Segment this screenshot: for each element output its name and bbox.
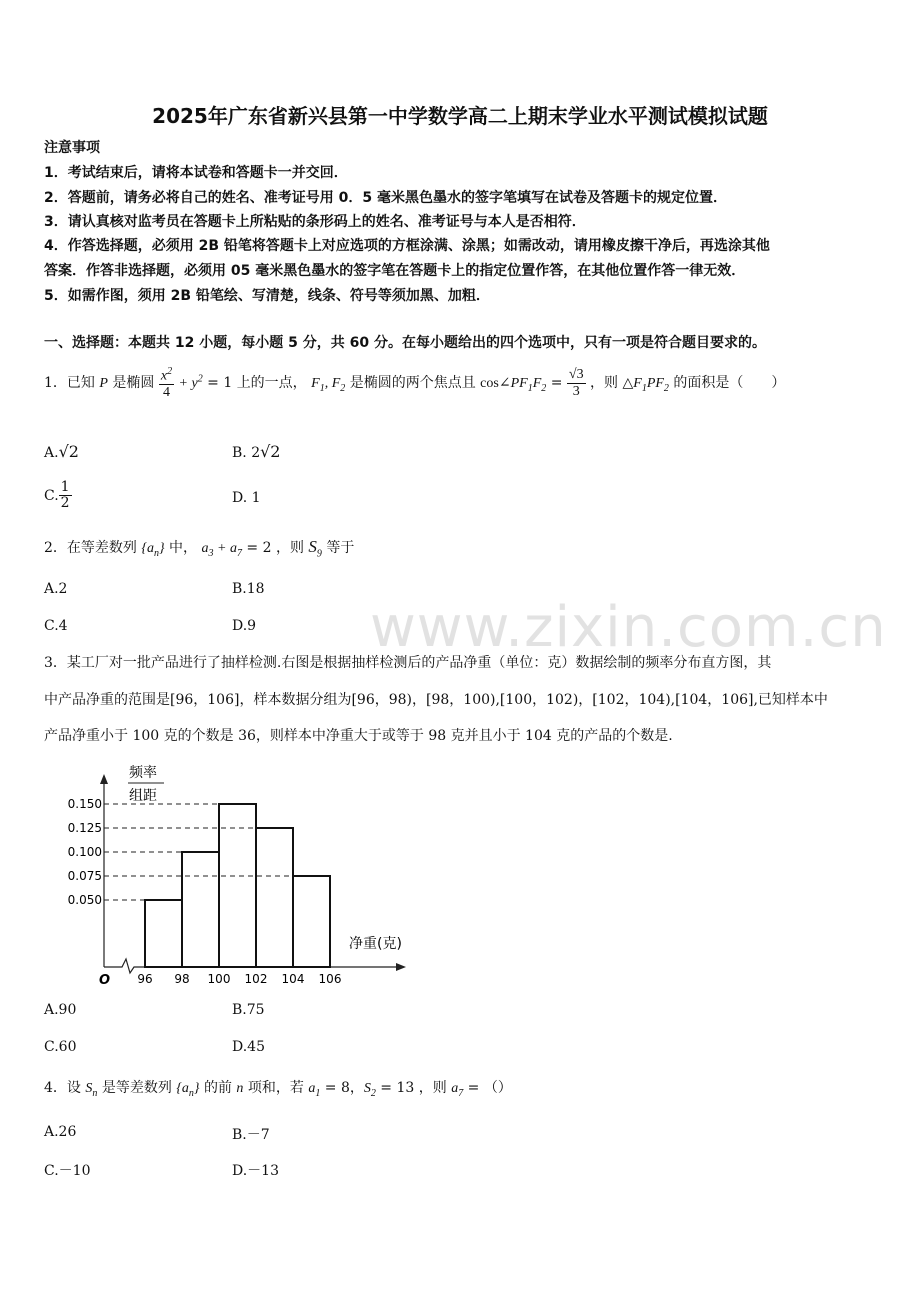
q4-text: ，则 (418, 1080, 447, 1096)
y-tick-label: 0.125 (67, 821, 102, 835)
q3-option-b: B.75 (232, 1002, 265, 1018)
q4-text: 4．设 (44, 1080, 81, 1096)
x-tick-label: 102 (244, 972, 268, 986)
histogram-chart (44, 756, 424, 986)
histogram-bar (293, 876, 330, 967)
q4-text: 项和，若 (247, 1080, 304, 1096)
q3-option-a: A.90 (44, 1002, 77, 1018)
y-tick-label: 0.075 (67, 869, 102, 883)
notice-item: 2．答题前，请务必将自己的姓名、准考证号用 0．5 毫米黑色墨水的签字笔填写在试卷及答题卡的规定位置． (44, 190, 727, 206)
section-heading: 一、选择题：本题共 12 小题，每小题 5 分，共 60 分。在每小题给出的四个选项中，只有一项是符合题目要求的。 (44, 335, 766, 351)
q2-text: 中， (169, 540, 198, 556)
x-tick-label: 98 (174, 972, 190, 986)
q1-option-c: C. $\frac{1}{2}$ (44, 479, 70, 512)
notice-heading: 注意事项 (44, 140, 100, 156)
y-tick-label: 0.100 (67, 845, 102, 859)
notice-item: 4．作答选择题，必须用 2B 铅笔将答题卡上对应选项的方框涂满、涂黑；如需改动，请用橡皮擦干净后，再选涂其他 (44, 238, 770, 254)
q1-text: 1．已知 (44, 375, 95, 392)
q4-option-a: A.26 (44, 1124, 77, 1140)
q3-option-d: D.45 (232, 1039, 265, 1055)
x-tick-label: 100 (207, 972, 231, 986)
q2-option-c: C.4 (44, 618, 68, 634)
q4-text: 是等差数列 (101, 1080, 172, 1096)
question-3-line: 3．某工厂对一批产品进行了抽样检测.右图是根据抽样检测后的产品净重（单位：克）数据绘制的频率分布直方图，其 (44, 655, 772, 671)
q1-text: 上的一点， (236, 375, 307, 392)
question-3-line: 中产品净重的范围是[96，106]，样本数据分组为[96，98)，[98，100),[100，102)，[102，104),[104，106],已知样本中 (44, 692, 828, 708)
q4-text: （） (483, 1080, 512, 1096)
q2-option-d: D.9 (232, 618, 257, 634)
origin-label: O (99, 973, 111, 986)
y-axis-label: 组距 (129, 788, 157, 804)
question-3-line: 产品净重小于 100 克的个数是 36，则样本中净重大于或等于 98 克并且小于 104 克的产品的个数是. (44, 728, 673, 744)
y-axis-arrow (100, 774, 108, 784)
q1-option-b: B. 2√2 (232, 442, 281, 461)
y-tick-label: 0.150 (67, 797, 102, 811)
q1-option-a: A.√2 (44, 442, 79, 461)
q4-text: 的前 (203, 1080, 232, 1096)
x-tick-label: 106 (318, 972, 342, 986)
q1-text: ，则 (590, 375, 619, 392)
histogram-bar (182, 852, 219, 967)
question-4: 4．设 $S_n$ 是等差数列 $\{a_n\}$ 的前 n 项和，若 $a_1 = 8$，$S_2 = 13$ ，则 $a_7$ = （） (44, 1080, 512, 1099)
q2-text: 等于 (326, 540, 355, 556)
q2-option-a: A.2 (44, 581, 68, 597)
q1-option-d: D. 1 (232, 490, 261, 506)
page-title: 2025年广东省新兴县第一中学数学高二上期末学业水平测试模拟试题 (152, 104, 768, 128)
notice-item: 1．考试结束后，请将本试卷和答题卡一并交回． (44, 165, 348, 181)
notice-item: 答案．作答非选择题，必须用 05 毫米黑色墨水的签字笔在答题卡上的指定位置作答，在其他位置作答一律无效． (44, 263, 746, 279)
histogram-bar (256, 828, 293, 967)
question-2: 2．在等差数列 $\{a_n\}$ 中， $a_3 + a_7 = 2$ ，则 $S_9$ 等于 (44, 537, 355, 560)
question-1: 1．已知 P 是椭圆 $\frac{x^2}{4}$ + $y^2 = 1$ 上的一点， $F_1$, $F_2$ 是椭圆的两个焦点且 $\cos\angle PF_1F_2$ = $\frac{√3}{3}$ ，则 $\triangle F_1PF_2$ 的面积是（ ） (44, 366, 786, 401)
x-axis-arrow (396, 963, 406, 971)
y-axis-label: 频率 (129, 765, 157, 781)
q4-option-d: D.－13 (232, 1163, 279, 1179)
q2-text: ，则 (275, 540, 304, 556)
q3-option-c: C.60 (44, 1039, 77, 1055)
q4-option-b: B.－7 (232, 1127, 270, 1143)
histogram-bar (145, 900, 182, 967)
q2-text: 2．在等差数列 (44, 540, 137, 556)
q4-option-c: C.－10 (44, 1163, 91, 1179)
watermark: www.zixin.com.cn (370, 595, 887, 660)
x-tick-label: 96 (137, 972, 153, 986)
x-tick-label: 104 (281, 972, 305, 986)
y-tick-label: 0.050 (67, 893, 102, 907)
q2-option-b: B.18 (232, 581, 265, 597)
notice-item: 5．如需作图，须用 2B 铅笔绘、写清楚，线条、符号等须加黑、加粗． (44, 288, 490, 304)
notice-item: 3．请认真核对监考员在答题卡上所粘贴的条形码上的姓名、准考证号与本人是否相符． (44, 214, 586, 230)
q1-text: 是椭圆 (112, 375, 155, 392)
q1-text: 是椭圆的两个焦点且 (349, 375, 476, 392)
q1-text: 的面积是（ ） (673, 375, 786, 392)
x-axis-label: 净重(克) (349, 936, 402, 952)
